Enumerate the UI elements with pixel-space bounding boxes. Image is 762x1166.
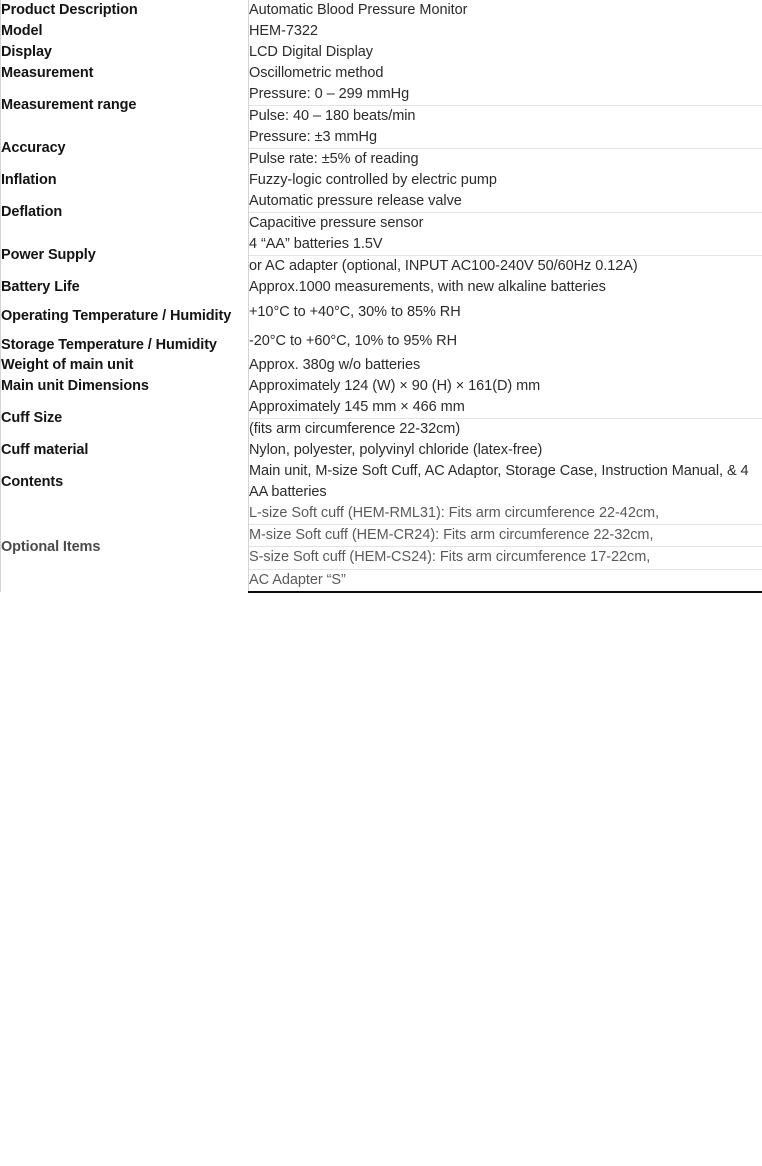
spec-label: Storage Temperature / Humidity	[1, 327, 249, 356]
spec-value: Approximately 124 (W) × 90 (H) × 161(D) mm	[249, 376, 762, 397]
spec-row-group	[1, 21, 762, 42]
spec-value: AC Adapter “S”	[249, 569, 762, 592]
spec-value: L-size Soft cuff (HEM-RML31): Fits arm circumference 22-42cm,	[249, 503, 762, 525]
spec-value: or AC adapter (optional, INPUT AC100-240V 50/60Hz 0.12A)	[249, 256, 762, 278]
table-row	[1, 440, 762, 461]
spec-label: Inflation	[1, 170, 249, 191]
table-row	[1, 327, 762, 356]
table-row	[1, 503, 762, 525]
table-row	[1, 0, 762, 21]
spec-row-group	[1, 376, 762, 397]
table-row	[1, 234, 762, 256]
spec-row-group	[1, 503, 762, 591]
spec-value: (fits arm circumference 22-32cm)	[249, 419, 762, 441]
spec-label: Cuff Size	[1, 397, 249, 440]
spec-row-group	[1, 127, 762, 170]
table-row	[1, 170, 762, 191]
spec-label: Deflation	[1, 191, 249, 234]
table-row	[1, 127, 762, 149]
table-row	[1, 191, 762, 213]
spec-value: Fuzzy-logic controlled by electric pump	[249, 170, 762, 191]
spec-value: Automatic Blood Pressure Monitor	[249, 0, 762, 21]
spec-label: Main unit Dimensions	[1, 376, 249, 397]
spec-row-group	[1, 234, 762, 277]
spec-value: Pressure: 0 – 299 mmHg	[249, 84, 762, 106]
spec-row-group	[1, 327, 762, 356]
table-row	[1, 277, 762, 298]
table-row	[1, 355, 762, 376]
spec-row-group	[1, 191, 762, 234]
spec-value: -20°C to +60°C, 10% to 95% RH	[249, 327, 762, 356]
spec-value: Pulse: 40 – 180 beats/min	[249, 106, 762, 128]
spec-value: Approx. 380g w/o batteries	[249, 355, 762, 376]
spec-row-group	[1, 0, 762, 21]
table-row	[1, 376, 762, 397]
spec-row-group	[1, 355, 762, 376]
spec-value: Main unit, M-size Soft Cuff, AC Adaptor, Storage Case, Instruction Manual, & 4 AA batteries	[249, 461, 762, 503]
spec-value: HEM-7322	[249, 21, 762, 42]
spec-value: Pulse rate: ±5% of reading	[249, 149, 762, 171]
spec-label: Model	[1, 21, 249, 42]
spec-value: Pressure: ±3 mmHg	[249, 127, 762, 149]
spec-row-group	[1, 461, 762, 503]
table-row	[1, 461, 762, 503]
spec-row-group	[1, 84, 762, 127]
table-row	[1, 397, 762, 419]
spec-value: Automatic pressure release valve	[249, 191, 762, 213]
table-row	[1, 63, 762, 84]
spec-label: Cuff material	[1, 440, 249, 461]
spec-row-group	[1, 170, 762, 191]
spec-value: Approximately 145 mm × 466 mm	[249, 397, 762, 419]
spec-label: Contents	[1, 461, 249, 503]
spec-row-group	[1, 397, 762, 440]
table-row	[1, 298, 762, 327]
table-row	[1, 84, 762, 106]
spec-row-group	[1, 63, 762, 84]
spec-label: Product Description	[1, 0, 249, 21]
spec-label: Battery Life	[1, 277, 249, 298]
spec-value: +10°C to +40°C, 30% to 85% RH	[249, 298, 762, 327]
table-row	[1, 42, 762, 63]
spec-value: Nylon, polyester, polyvinyl chloride (latex-free)	[249, 440, 762, 461]
spec-value: Capacitive pressure sensor	[249, 213, 762, 235]
spec-value: S-size Soft cuff (HEM-CS24): Fits arm circumference 17-22cm,	[249, 547, 762, 569]
spec-row-group	[1, 440, 762, 461]
spec-value: M-size Soft cuff (HEM-CR24): Fits arm circumference 22-32cm,	[249, 525, 762, 547]
spec-value: LCD Digital Display	[249, 42, 762, 63]
spec-label: Power Supply	[1, 234, 249, 277]
table-row	[1, 21, 762, 42]
spec-row-group	[1, 42, 762, 63]
spec-value: Oscillometric method	[249, 63, 762, 84]
spec-label: Accuracy	[1, 127, 249, 170]
spec-row-group	[1, 298, 762, 327]
spec-label: Display	[1, 42, 249, 63]
spec-value: Approx.1000 measurements, with new alkaline batteries	[249, 277, 762, 298]
spec-label: Weight of main unit	[1, 355, 249, 376]
spec-label: Measurement range	[1, 84, 249, 127]
spec-row-group	[1, 277, 762, 298]
spec-label: Measurement	[1, 63, 249, 84]
spec-label: Operating Temperature / Humidity	[1, 298, 249, 327]
spec-label: Optional Items	[1, 503, 249, 591]
spec-value: 4 “AA” batteries 1.5V	[249, 234, 762, 256]
